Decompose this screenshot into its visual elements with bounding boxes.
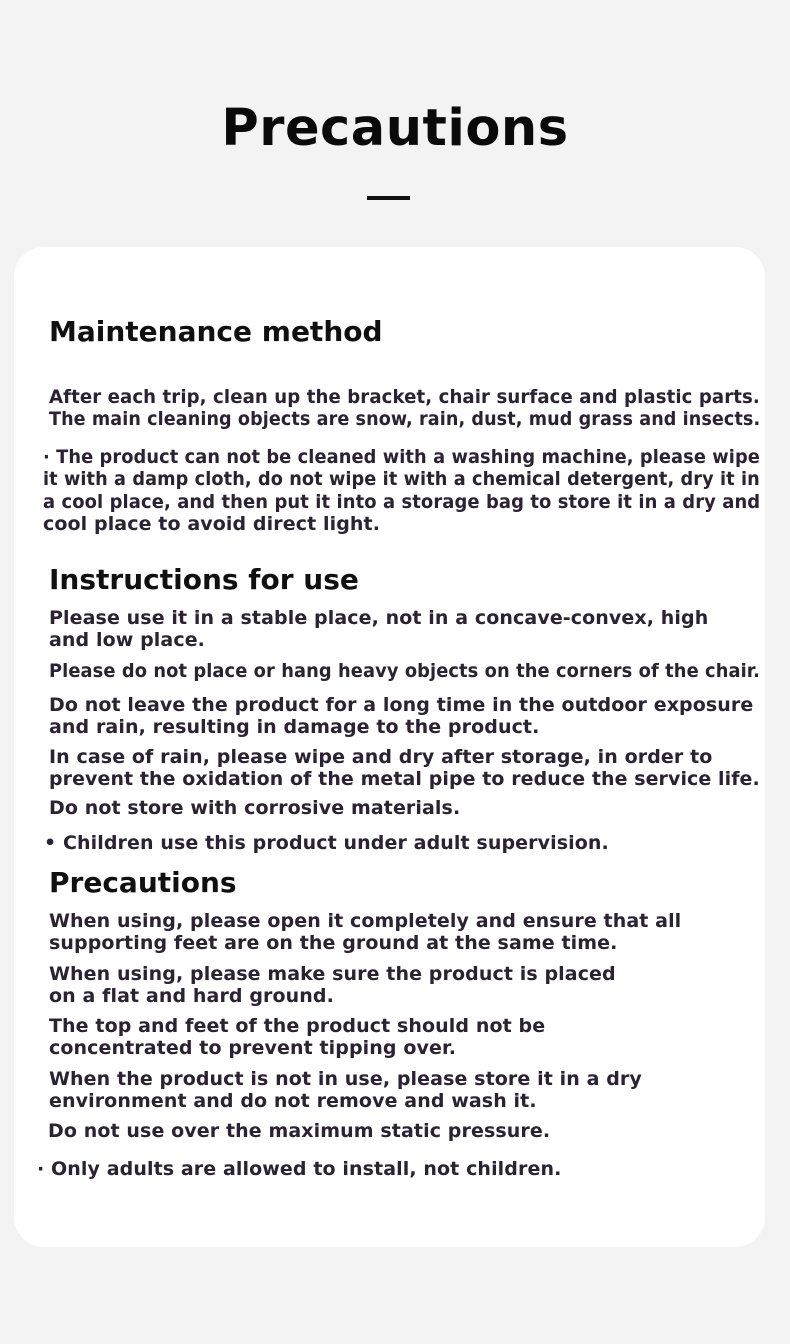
list-item-line: prevent the oxidation of the metal pipe to reduce the service life. bbox=[49, 768, 760, 790]
paragraph-line: · The product can not be cleaned with a washing machine, please wipe bbox=[43, 446, 760, 468]
section-heading-maintenance: Maintenance method bbox=[49, 315, 383, 348]
list-item-line: Do not leave the product for a long time in the outdoor exposure bbox=[49, 694, 754, 716]
list-item-line: · Only adults are allowed to install, not children. bbox=[37, 1158, 562, 1180]
list-item-line: Please use it in a stable place, not in a concave-convex, high bbox=[49, 607, 709, 629]
list-item-line: • Children use this product under adult supervision. bbox=[44, 832, 609, 854]
list-item-line: Do not use over the maximum static pressure. bbox=[48, 1120, 551, 1142]
title-divider bbox=[367, 196, 410, 200]
list-item-line: The top and feet of the product should not be bbox=[49, 1015, 546, 1037]
section-heading-instructions: Instructions for use bbox=[49, 563, 359, 596]
list-item-line: In case of rain, please wipe and dry after storage, in order to bbox=[49, 746, 713, 768]
paragraph-line: cool place to avoid direct light. bbox=[43, 513, 381, 535]
list-item-line: concentrated to prevent tipping over. bbox=[49, 1037, 457, 1059]
list-item-line: Please do not place or hang heavy objects on the corners of the chair. bbox=[49, 660, 761, 682]
list-item-line: When using, please make sure the product is placed bbox=[49, 963, 616, 985]
list-item-line: When using, please open it completely and ensure that all bbox=[49, 910, 682, 932]
list-item-line: environment and do not remove and wash it. bbox=[49, 1090, 537, 1112]
page-title: Precautions bbox=[221, 99, 569, 158]
list-item-line: supporting feet are on the ground at the same time. bbox=[49, 932, 618, 954]
list-item-line: Do not store with corrosive materials. bbox=[49, 797, 461, 819]
list-item-line: and low place. bbox=[49, 629, 205, 651]
list-item-line: on a flat and hard ground. bbox=[49, 985, 334, 1007]
paragraph-line: After each trip, clean up the bracket, chair surface and plastic parts. bbox=[49, 386, 760, 408]
list-item-line: When the product is not in use, please store it in a dry bbox=[49, 1068, 642, 1090]
list-item-line: and rain, resulting in damage to the product. bbox=[49, 716, 540, 738]
paragraph-line: it with a damp cloth, do not wipe it with a chemical detergent, dry it in bbox=[43, 468, 760, 490]
paragraph-line: a cool place, and then put it into a storage bag to store it in a dry and bbox=[43, 491, 761, 513]
section-heading-precautions: Precautions bbox=[49, 866, 237, 899]
paragraph-line: The main cleaning objects are snow, rain, dust, mud grass and insects. bbox=[49, 408, 761, 430]
